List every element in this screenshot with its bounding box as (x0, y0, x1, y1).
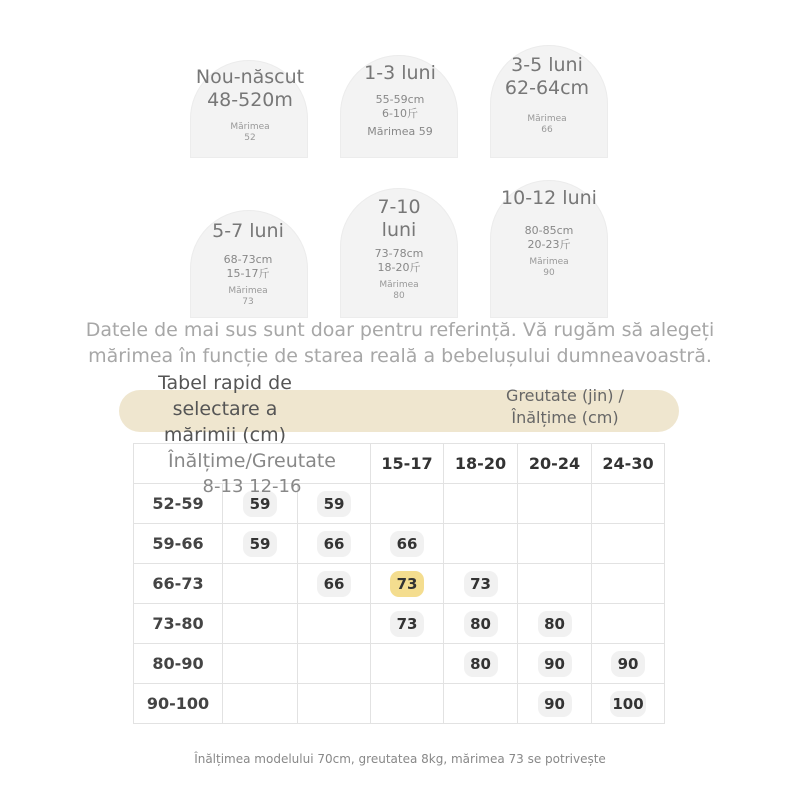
card-dims: 62-64cm (504, 77, 590, 99)
weight-range-label: 8-13 12-16 (202, 476, 302, 497)
card-size-label: Mărimea 59 (367, 125, 433, 138)
size-badge: 73 (390, 611, 424, 637)
table-cell (371, 484, 444, 524)
table-cell (518, 644, 592, 684)
card-size-label: Mărimea (228, 286, 268, 296)
card-age: Nou-născut (195, 66, 305, 88)
card-size: 90 (543, 268, 555, 278)
table-cell (223, 564, 298, 604)
card-size-label: Mărimea (379, 280, 419, 290)
column-header: 18-20 (444, 444, 518, 484)
row-height-label: 52-59 (134, 484, 223, 524)
card-dims: 55-59cm (375, 93, 425, 106)
size-badge: 66 (317, 531, 351, 557)
table-cell (518, 564, 592, 604)
table-cell (592, 684, 665, 724)
table-cell (444, 524, 518, 564)
column-header: 20-24 (518, 444, 592, 484)
card-size: 73 (242, 297, 254, 307)
table-cell (298, 604, 371, 644)
size-card-newborn (175, 66, 325, 144)
table-cell (298, 524, 371, 564)
table-cell (444, 604, 518, 644)
size-card-3-5 (472, 54, 622, 136)
table-cell (223, 604, 298, 644)
table-cell (223, 524, 298, 564)
table-cell (592, 524, 665, 564)
card-dims: 68-73cm (223, 253, 273, 266)
size-table (133, 443, 665, 724)
card-size-label: Mărimea (529, 257, 569, 267)
size-badge: 80 (464, 611, 498, 637)
card-dims-weight: 6-10斤 (382, 107, 418, 120)
size-badge: 73 (390, 571, 424, 597)
size-card-10-12 (474, 187, 624, 279)
size-badge: 73 (464, 571, 498, 597)
reference-note-line2: mărimea în funcție de starea reală a bebelușului dumneavoastră. (88, 345, 712, 367)
card-size-label: Mărimea (527, 114, 567, 124)
table-cell (444, 644, 518, 684)
table-cell (371, 604, 444, 644)
card-age: 3-5 luni (511, 54, 583, 76)
size-badge: 100 (610, 691, 645, 717)
size-badge: 66 (390, 531, 424, 557)
table-cell (223, 644, 298, 684)
table-cell (592, 564, 665, 604)
row-height-label: 90-100 (134, 684, 223, 724)
row-height-label: 73-80 (134, 604, 223, 644)
size-badge: 59 (243, 531, 277, 557)
column-header: 24-30 (592, 444, 665, 484)
card-age: 7-10 luni (377, 196, 421, 241)
table-row (134, 644, 665, 684)
card-size-label: Mărimea (230, 122, 270, 132)
card-age: 10-12 luni (501, 187, 597, 209)
table-cell (518, 524, 592, 564)
table-cell (444, 484, 518, 524)
table-cell (444, 564, 518, 604)
card-dims: 73-78cm (374, 247, 424, 260)
size-badge: 80 (538, 611, 572, 637)
table-cell (518, 484, 592, 524)
size-badge: 59 (243, 491, 277, 517)
size-badge: 90 (538, 691, 572, 717)
table-cell (444, 684, 518, 724)
table-cell (592, 604, 665, 644)
card-dims-weight: 18-20斤 (377, 261, 421, 274)
card-dims: 48-520m (207, 89, 293, 111)
table-cell (371, 684, 444, 724)
table-title: Tabel rapid de selectare a mărimii (cm) (158, 372, 292, 446)
row-height-label: 66-73 (134, 564, 223, 604)
size-card-5-7 (173, 220, 323, 308)
table-cell (592, 644, 665, 684)
table-cell (298, 684, 371, 724)
table-header-row (134, 444, 665, 484)
column-header: 15-17 (371, 444, 444, 484)
table-row (134, 524, 665, 564)
row-height-label: 59-66 (134, 524, 223, 564)
table-cell (371, 564, 444, 604)
model-footnote: Înălțimea modelului 70cm, greutatea 8kg, mărimea 73 se potrivește (194, 752, 606, 766)
row-height-label: 80-90 (134, 644, 223, 684)
table-cell (298, 644, 371, 684)
size-badge: 80 (464, 651, 498, 677)
table-cell (518, 684, 592, 724)
size-badge: 66 (317, 571, 351, 597)
height-weight-label: Înălțime/Greutate (168, 450, 336, 472)
table-cell (223, 684, 298, 724)
table-row (134, 564, 665, 604)
size-card-1-3 (325, 62, 475, 139)
table-cell (518, 604, 592, 644)
card-size: 66 (541, 125, 553, 135)
card-dims: 80-85cm (524, 224, 574, 237)
table-row (134, 684, 665, 724)
table-corner-cell (134, 444, 371, 497)
table-cell (592, 484, 665, 524)
card-age: 5-7 luni (212, 220, 284, 242)
weight-height-title: Greutate (jin) / Înălțime (cm) (506, 386, 624, 427)
card-dims-weight: 15-17斤 (226, 267, 270, 280)
table-cell (371, 524, 444, 564)
table-cell (371, 644, 444, 684)
size-badge: 90 (538, 651, 572, 677)
card-age: 1-3 luni (364, 62, 436, 84)
size-card-7-10 (324, 196, 474, 302)
card-size: 52 (244, 133, 256, 143)
reference-note-line1: Datele de mai sus sunt doar pentru referință. Vă rugăm să alegeți (85, 319, 715, 341)
card-dims-weight: 20-23斤 (527, 238, 571, 251)
table-cell (298, 564, 371, 604)
card-size: 80 (393, 291, 405, 301)
table-row (134, 604, 665, 644)
size-badge: 90 (611, 651, 645, 677)
size-badge: 59 (317, 491, 351, 517)
